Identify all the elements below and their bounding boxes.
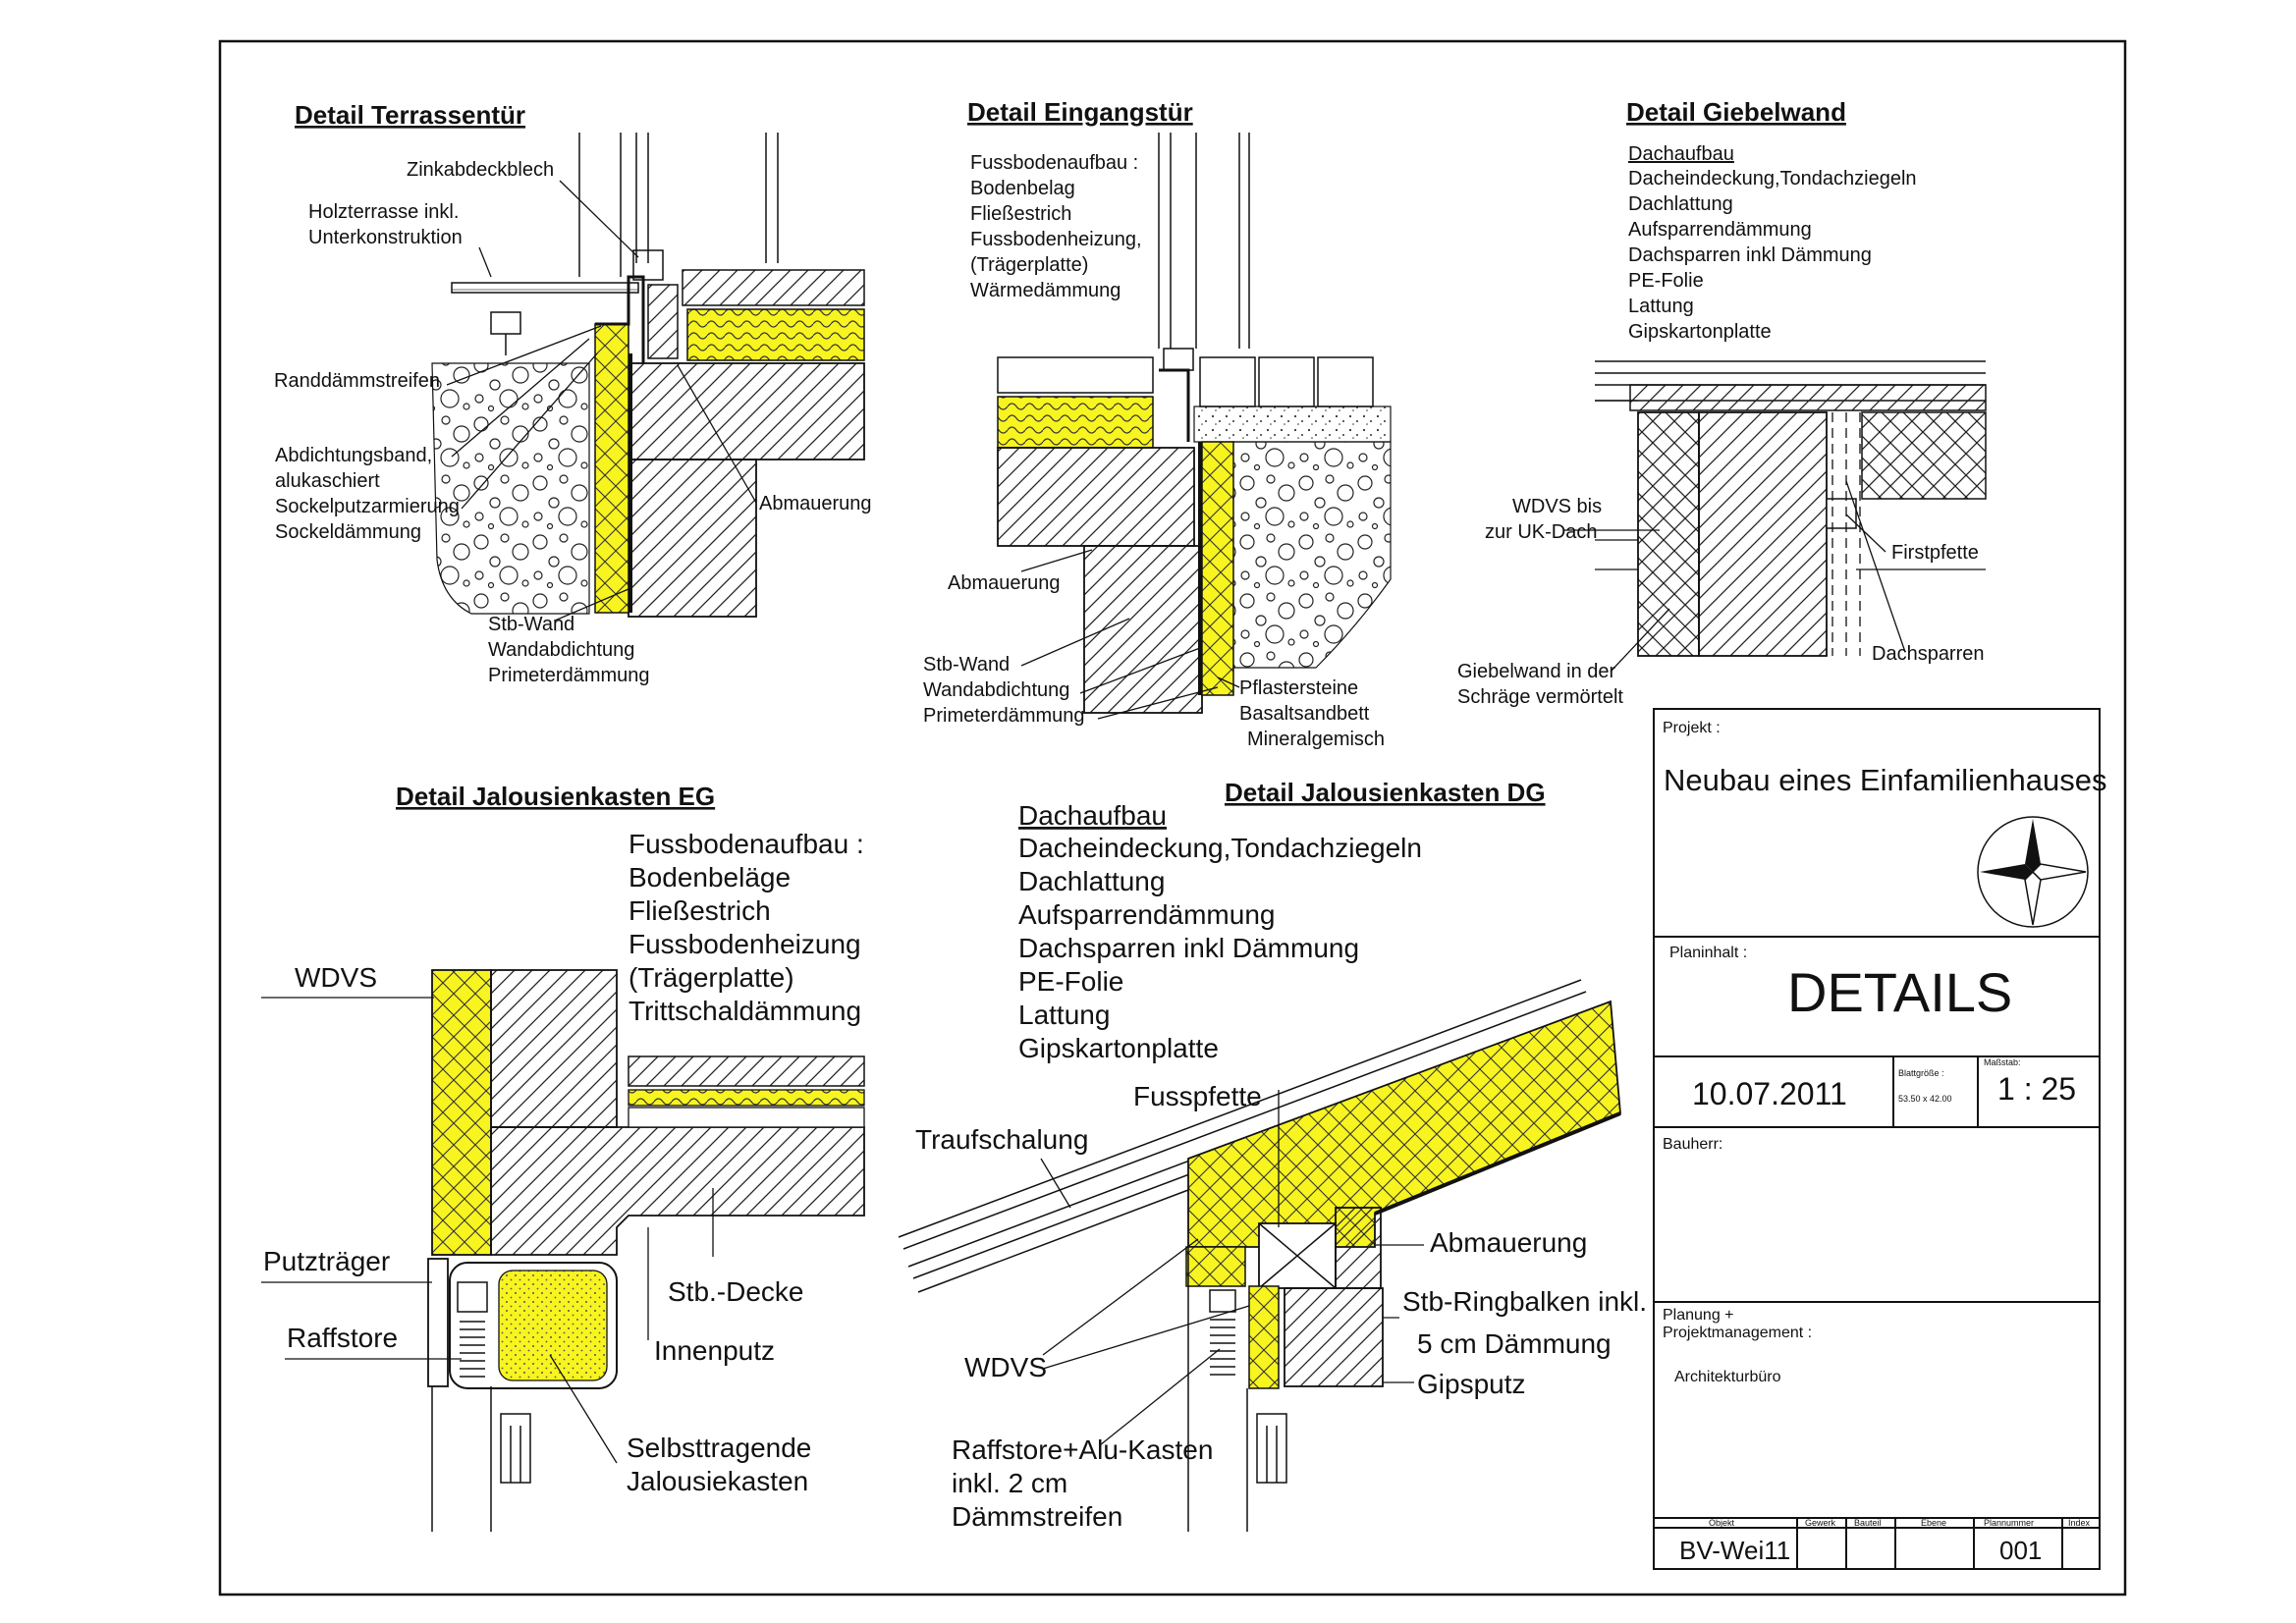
label-holzterrasse-2: Unterkonstruktion: [308, 227, 463, 248]
label-dg-item-1: Dachlattung: [1018, 866, 1166, 896]
label-putztraeger: Putzträger: [263, 1246, 391, 1276]
detail-terrassentuer: [274, 100, 872, 686]
label-traegerplatte-eg: (Trägerplatte): [629, 962, 794, 993]
col-index: Index: [2068, 1518, 2091, 1528]
label-projekt: Projekt :: [1663, 720, 1721, 736]
label-firstpfette: Firstpfette: [1891, 542, 1979, 564]
label-planinhalt: Planinhalt :: [1669, 945, 1748, 961]
detail-jalousie-dg: [899, 778, 1647, 1532]
label-zinkabdeckblech: Zinkabdeckblech: [407, 159, 555, 181]
wdvs-eg: [432, 970, 491, 1255]
label-fliessestrich-e: Fließestrich: [970, 203, 1072, 225]
label-trittschall-eg: Trittschaldämmung: [629, 996, 862, 1026]
label-bauherr: Bauherr:: [1663, 1136, 1723, 1153]
value-projekt: Neubau eines Einfamilienhauses: [1664, 763, 2107, 797]
label-selbsttragende-1: Selbsttragende: [627, 1433, 812, 1463]
label-fliessestrich-eg: Fließestrich: [629, 895, 771, 926]
compass-icon: [1978, 817, 2088, 927]
label-raffstore-dg-2: inkl. 2 cm: [952, 1468, 1068, 1498]
wand-eg: [491, 970, 617, 1127]
giebelwand-mauer: [1699, 412, 1827, 656]
label-planung-2: Projektmanagement :: [1663, 1325, 1813, 1341]
heading-giebelwand: Detail Giebelwand: [1626, 97, 1846, 127]
label-raffstore-dg-1: Raffstore+Alu-Kasten: [952, 1434, 1214, 1465]
aufsparrendaemmung-dg: [1188, 1001, 1620, 1247]
label-waermedaemmung-e: Wärmedämmung: [970, 280, 1121, 301]
label-abmauerung-dg: Abmauerung: [1430, 1227, 1588, 1258]
label-planung-1: Planung +: [1663, 1307, 1734, 1324]
label-raffstore-dg-3: Dämmstreifen: [952, 1501, 1123, 1532]
detail-eingangstuer: [923, 97, 1391, 750]
label-stb-decke: Stb.-Decke: [668, 1276, 804, 1307]
label-dg-item-5: Lattung: [1018, 1000, 1111, 1030]
label-wandabdichtung-t: Wandabdichtung: [488, 639, 635, 661]
value-date: 10.07.2011: [1692, 1076, 1847, 1111]
label-fusspfette: Fusspfette: [1133, 1081, 1262, 1111]
holzterrasse: [452, 283, 638, 293]
col-objekt: Objekt: [1709, 1518, 1735, 1528]
label-ringbalken-1: Stb-Ringbalken inkl.: [1402, 1286, 1648, 1317]
label-g-item-0: Dacheindeckung,Tondachziegeln: [1628, 168, 1917, 189]
label-g-item-5: Lattung: [1628, 296, 1694, 317]
label-sockelputzarmierung: Sockelputzarmierung: [275, 496, 460, 517]
primeterdaemmung-e: [1202, 442, 1233, 695]
label-ringbalken-2: 5 cm Dämmung: [1417, 1328, 1612, 1359]
label-gipsputz: Gipsputz: [1417, 1369, 1526, 1399]
label-g-item-4: PE-Folie: [1628, 270, 1704, 292]
title-block: [1654, 709, 2107, 1569]
label-g-item-6: Gipskartonplatte: [1628, 321, 1772, 343]
label-dg-item-0: Dacheindeckung,Tondachziegeln: [1018, 833, 1422, 863]
label-raffstore-eg: Raffstore: [287, 1323, 399, 1353]
basaltsandbett: [1194, 406, 1391, 442]
value-blattgroesse: 53.50 x 42.00: [1898, 1094, 1952, 1104]
label-abmauerung-t: Abmauerung: [759, 493, 872, 514]
label-selbsttragende-2: Jalousiekasten: [627, 1466, 809, 1496]
col-plannummer: Plannummer: [1984, 1518, 2035, 1528]
label-blattgroesse: Blattgröße :: [1898, 1068, 1944, 1078]
label-pflastersteine: Pflastersteine: [1239, 677, 1359, 699]
label-stb-wand-e: Stb-Wand: [923, 654, 1011, 676]
label-wdvs-g-2: zur UK-Dach: [1485, 521, 1598, 543]
label-dachsparren: Dachsparren: [1872, 643, 1985, 665]
value-buero: Architekturbüro: [1674, 1369, 1781, 1385]
detail-jalousie-eg: [261, 782, 864, 1532]
waermedaemmung: [687, 309, 864, 360]
label-g-item-1: Dachlattung: [1628, 193, 1733, 215]
label-dg-item-6: Gipskartonplatte: [1018, 1033, 1219, 1063]
label-dachaufbau-g: Dachaufbau: [1628, 143, 1734, 165]
label-holzterrasse-1: Holzterrasse inkl.: [308, 201, 460, 223]
label-g-item-2: Aufsparrendämmung: [1628, 219, 1812, 241]
col-ebene: Ebene: [1921, 1518, 1947, 1528]
heading-terrassentuer: Detail Terrassentür: [295, 100, 526, 130]
heading-jalousie-dg: Detail Jalousienkasten DG: [1225, 778, 1546, 807]
label-giebelwand-1: Giebelwand in der: [1457, 661, 1616, 682]
heading-eingangstuer: Detail Eingangstür: [967, 97, 1193, 127]
label-abmauerung-e: Abmauerung: [948, 572, 1061, 594]
dachsparren-daemmung: [1862, 412, 1986, 499]
label-massstab: Maßstab:: [1984, 1057, 2021, 1067]
label-g-item-3: Dachsparren inkl Dämmung: [1628, 244, 1872, 266]
label-primeterdaemmung-t: Primeterdämmung: [488, 665, 650, 686]
value-planinhalt: DETAILS: [1787, 961, 2013, 1023]
heading-jalousie-eg: Detail Jalousienkasten EG: [396, 782, 716, 811]
label-abdichtungsband-2: alukaschiert: [275, 470, 380, 492]
label-fussbodenaufbau-eg: Fussbodenaufbau :: [629, 829, 864, 859]
label-sockeldaemmung: Sockeldämmung: [275, 521, 421, 543]
value-objekt: BV-Wei11: [1679, 1536, 1791, 1565]
waermedaemmung-e: [998, 397, 1153, 448]
label-giebelwand-2: Schräge vermörtelt: [1457, 686, 1623, 708]
label-dg-item-2: Aufsparrendämmung: [1018, 899, 1276, 930]
label-wdvs-eg: WDVS: [295, 962, 377, 993]
label-dg-item-3: Dachsparren inkl Dämmung: [1018, 933, 1360, 963]
label-randdaemmstreifen: Randdämmstreifen: [274, 370, 440, 392]
wdvs-g: [1638, 412, 1699, 656]
label-innenputz: Innenputz: [654, 1335, 775, 1366]
label-abdichtungsband-1: Abdichtungsband,: [275, 445, 433, 466]
bodenbelag: [683, 270, 864, 305]
label-bodenbelag-e: Bodenbelag: [970, 178, 1075, 199]
label-wdvs-dg: WDVS: [964, 1352, 1047, 1382]
kies: [432, 363, 589, 614]
bodenplatte: [629, 363, 864, 460]
value-massstab: 1 : 25: [1997, 1071, 2077, 1107]
label-dachaufbau-dg: Dachaufbau: [1018, 800, 1168, 831]
sockeldaemmung: [595, 324, 629, 613]
stb-decke: [491, 1127, 864, 1255]
label-stb-wand-t: Stb-Wand: [488, 614, 575, 635]
label-basaltsandbett: Basaltsandbett: [1239, 703, 1370, 725]
label-wdvs-g-1: WDVS bis: [1512, 496, 1603, 517]
label-traufschalung: Traufschalung: [915, 1124, 1089, 1155]
mineralgemisch: [1232, 442, 1391, 668]
col-gewerk: Gewerk: [1805, 1518, 1836, 1528]
label-mineralgemisch: Mineralgemisch: [1247, 729, 1386, 750]
col-bauteil: Bauteil: [1854, 1518, 1882, 1528]
jalousiekasten: [499, 1271, 607, 1380]
detail-giebelwand: [1457, 97, 1986, 708]
value-plannummer: 001: [1999, 1536, 2043, 1565]
label-fussbodenaufbau-e: Fussbodenaufbau :: [970, 152, 1139, 174]
label-wandabdichtung-e: Wandabdichtung: [923, 679, 1070, 701]
abmauerung: [629, 460, 756, 617]
label-bodenbelaege-eg: Bodenbeläge: [629, 862, 792, 893]
label-fussbodenheizung-e: Fussbodenheizung,: [970, 229, 1142, 250]
label-primeterdaemmung-e: Primeterdämmung: [923, 705, 1085, 727]
ringbalken: [1285, 1288, 1383, 1386]
label-traegerplatte-e: (Trägerplatte): [970, 254, 1089, 276]
label-fussbodenheizung-eg: Fussbodenheizung: [629, 929, 861, 959]
label-dg-item-4: PE-Folie: [1018, 966, 1124, 997]
